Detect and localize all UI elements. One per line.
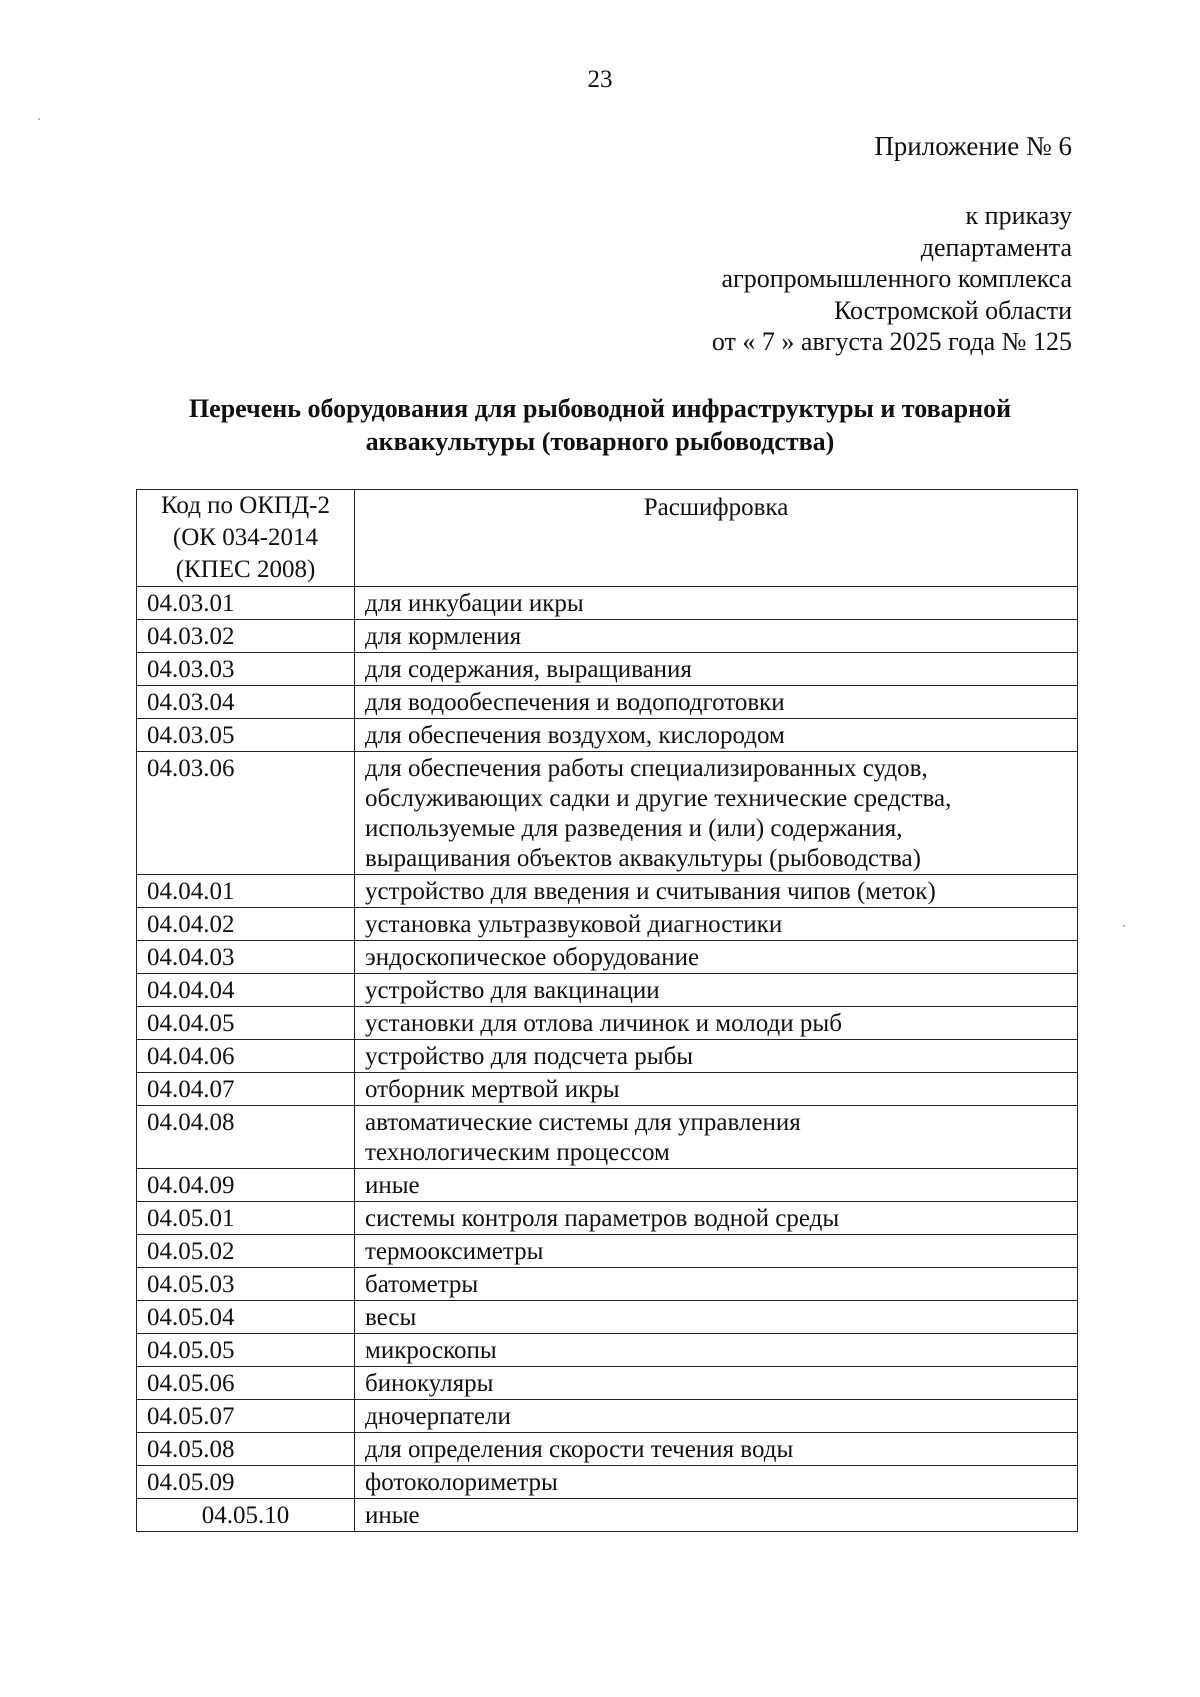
description-cell [355,941,1078,974]
table-row [137,1268,1078,1301]
description-cell [355,1235,1078,1268]
okpd-code-cell: 04.04.06 [137,1040,355,1073]
equipment-table [136,489,1078,1532]
code-header-line: (ОК 034-2014 [172,524,319,551]
order-line: от « 7 » августа 2025 года № 125 [711,327,1072,356]
description-line: для водообеспечения и водоподготовки [365,689,785,716]
scan-artifact [38,118,40,120]
okpd-code-cell: 04.04.02 [137,908,355,941]
description-cell [355,875,1078,908]
okpd-code-cell: 04.05.01 [137,1202,355,1235]
description-cell [355,719,1078,752]
description-line: выращивания объектов аквакультуры (рыбоводства) [365,845,921,872]
description-cell [355,1367,1078,1400]
description-line: автоматические системы для управления [365,1109,801,1136]
table-row [137,1301,1078,1334]
table-row [137,1400,1078,1433]
table-row [137,587,1078,620]
description-cell [355,1106,1078,1169]
okpd-code-cell: 04.04.05 [137,1007,355,1040]
description-line: дночерпатели [365,1403,511,1430]
description-cell [355,1268,1078,1301]
order-line: агропромышленного комплекса [721,264,1072,293]
okpd-code-cell: 04.03.02 [137,620,355,653]
description-cell [355,1433,1078,1466]
table-row [137,941,1078,974]
okpd-code-cell: 04.04.08 [137,1106,355,1169]
description-line: установки для отлова личинок и молоди рыб [365,1010,842,1037]
description-line: для обеспечения воздухом, кислородом [365,722,785,749]
description-cell [355,1040,1078,1073]
description-column-header: Расшифровка [355,490,1078,587]
table-row [137,1106,1078,1169]
description-cell [355,1400,1078,1433]
table-row [137,686,1078,719]
okpd-code-cell: 04.04.03 [137,941,355,974]
okpd-code-cell: 04.04.09 [137,1169,355,1202]
code-header-line: Код по ОКПД-2 [161,492,330,519]
okpd-code-cell: 04.03.04 [137,686,355,719]
description-cell [355,974,1078,1007]
okpd-code-cell: 04.04.07 [137,1073,355,1106]
table-row [137,1040,1078,1073]
description-line: весы [365,1304,417,1331]
description-line: устройство для подсчета рыбы [365,1043,694,1070]
description-cell [355,587,1078,620]
annex-title: Приложение № 6 [874,131,1072,161]
table-row [137,875,1078,908]
okpd-code-cell: 04.04.01 [137,875,355,908]
table-row [137,1367,1078,1400]
order-line: департамента [920,232,1072,262]
description-line: устройство для вакцинации [365,977,660,1004]
table-row [137,752,1078,875]
description-cell [355,1499,1078,1532]
table-row [137,974,1078,1007]
description-cell [355,1466,1078,1499]
description-line: для обеспечения работы специализированных судов, [365,755,928,782]
table-row [137,908,1078,941]
table-body [137,587,1078,1532]
description-cell [355,752,1078,875]
description-cell [355,653,1078,686]
description-cell [355,1073,1078,1106]
okpd-code-cell: 04.03.05 [137,719,355,752]
description-line: иные [365,1502,420,1529]
table-row [137,1202,1078,1235]
description-cell [355,686,1078,719]
okpd-code-cell: 04.05.10 [137,1499,355,1532]
okpd-code-cell: 04.03.03 [137,653,355,686]
page-number: 23 [587,66,613,93]
description-line: обслуживающих садки и другие технические средства, [365,785,952,812]
table-row [137,653,1078,686]
okpd-code-cell: 04.05.03 [137,1268,355,1301]
document-title-line: аквакультуры (товарного рыбоводства) [365,427,835,456]
table-row [137,620,1078,653]
description-line: установка ультразвуковой диагностики [365,911,783,938]
description-cell [355,1169,1078,1202]
document-title-line: Перечень оборудования для рыбоводной инфраструктуры и товарной [188,394,1012,423]
okpd-code-cell: 04.03.06 [137,752,355,875]
description-cell [355,1202,1078,1235]
description-line: системы контроля параметров водной среды [365,1205,840,1232]
document-title [130,392,1070,458]
description-cell [355,908,1078,941]
table-row [137,1334,1078,1367]
description-cell [355,620,1078,653]
okpd-code-cell: 04.05.08 [137,1433,355,1466]
description-line: эндоскопическое оборудование [365,944,700,971]
description-line: иные [365,1172,420,1199]
table-row [137,1073,1078,1106]
okpd-code-cell: 04.05.07 [137,1400,355,1433]
table-row [137,1007,1078,1040]
description-line: технологическим процессом [365,1139,670,1166]
description-line: для содержания, выращивания [365,656,692,683]
description-line: для инкубации икры [365,590,584,617]
description-line: используемые для разведения и (или) содержания, [365,815,903,842]
description-cell [355,1007,1078,1040]
table-row [137,1433,1078,1466]
okpd-code-cell: 04.05.04 [137,1301,355,1334]
okpd-code-cell: 04.05.06 [137,1367,355,1400]
table-row [137,1235,1078,1268]
description-line: для определения скорости течения воды [365,1436,794,1463]
description-line: отборник мертвой икры [365,1076,620,1103]
table-row [137,1466,1078,1499]
okpd-code-cell: 04.05.09 [137,1466,355,1499]
description-line: бинокуляры [365,1370,494,1397]
description-line: микроскопы [365,1337,497,1364]
okpd-code-cell: 04.05.05 [137,1334,355,1367]
description-line: для кормления [365,623,522,650]
description-line: устройство для введения и считывания чипов (меток) [365,878,936,905]
description-line: термооксиметры [365,1238,544,1265]
description-line: батометры [365,1271,479,1298]
scan-artifact [1123,925,1125,927]
order-line: Костромской области [833,295,1072,325]
table-row [137,1169,1078,1202]
description-cell [355,1301,1078,1334]
description-line: фотоколориметры [365,1469,558,1496]
order-reference [712,200,1072,358]
table-row [137,1499,1078,1532]
code-column-header [137,490,355,587]
okpd-code-cell: 04.04.04 [137,974,355,1007]
table-row [137,719,1078,752]
table-header-row [137,490,1078,587]
okpd-code-cell: 04.03.01 [137,587,355,620]
code-header-line: (КПЕС 2008) [175,556,316,583]
order-line: к приказу [965,201,1072,230]
description-cell [355,1334,1078,1367]
okpd-code-cell: 04.05.02 [137,1235,355,1268]
